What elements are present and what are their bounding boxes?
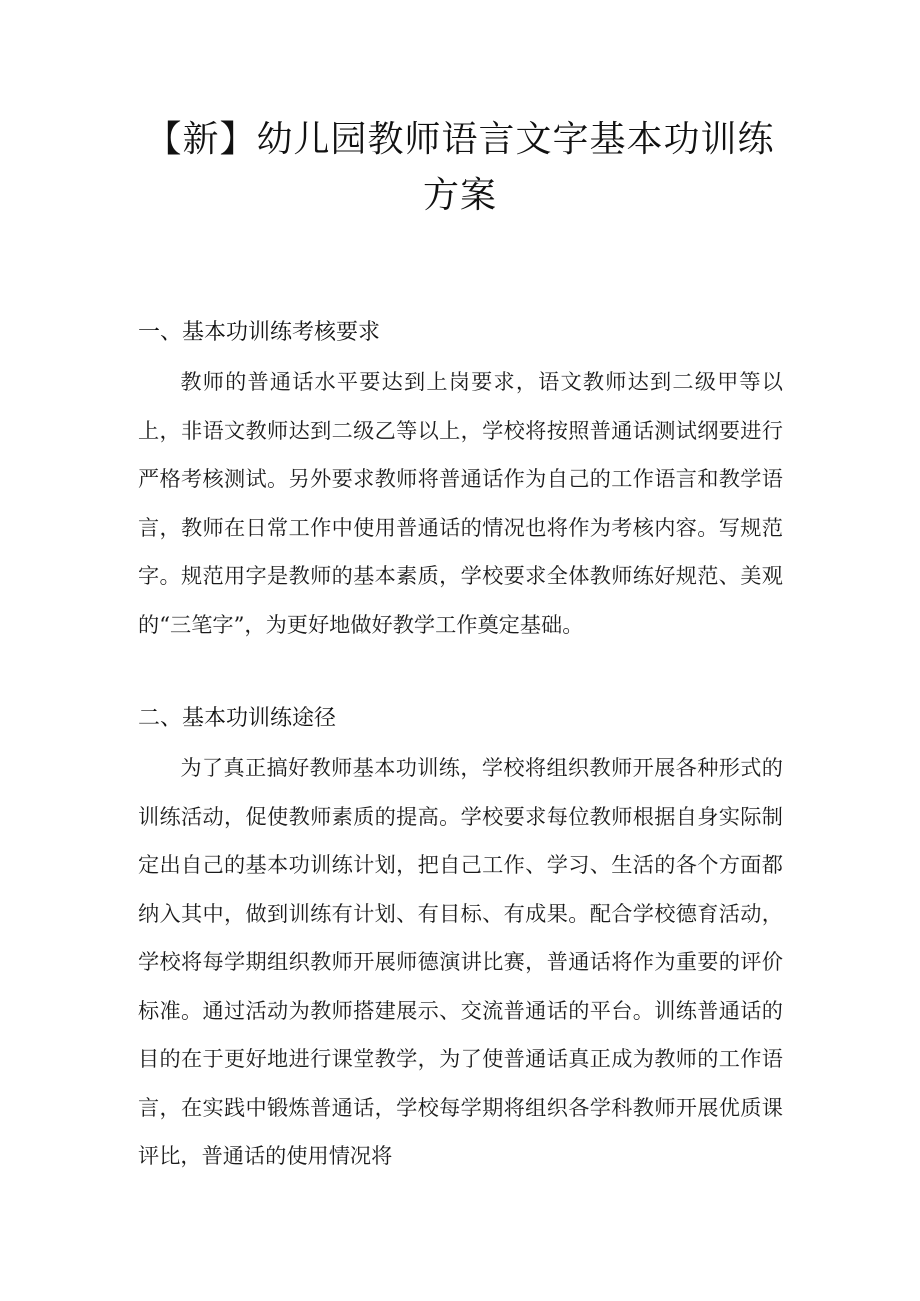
section-paragraph-requirements: 教师的普通话水平要达到上岗要求，语文教师达到二级甲等以上，非语文教师达到二级乙等以上，学校将按照普通话测试纲要进行严格考核测试。另外要求教师将普通话作为自己的工作语言和教学语言，教师在日常工作中使用普通话的情况也将作为考核内容。写规范字。规范用字是教师的基本素质，学校要求全体教师练好规范、美观的“三笔字”，为更好地做好教学工作奠定基础。 (138, 369, 783, 637)
document-title-line2: 方案 (422, 175, 497, 216)
section-paragraph-approaches: 为了真正搞好教师基本功训练，学校将组织教师开展各种形式的训练活动，促使教师素质的提高。学校要求每位教师根据自身实际制定出自己的基本功训练计划，把自己工作、学习、生活的各个方面都纳入其中，做到训练有计划、有目标、有成果。配合学校德育活动，学校将每学期组织教师开展师德演讲比赛，普通话将作为重要的评价标准。通过活动为教师搭建展示、交流普通话的平台。训练普通话的目的在于更好地进行课堂教学，为了使普通话真正成为教师的工作语言，在实践中锻炼普通话，学校每学期将组织各学科教师开展优质课评比，普通话的使用情况将 (138, 755, 783, 1168)
section-heading-approaches: 二、基本功训练途径 (138, 706, 337, 731)
document-title-line1: 【新】幼儿园教师语言文字基本功训练 (145, 119, 775, 160)
section-heading-requirements: 一、基本功训练考核要求 (138, 320, 381, 345)
